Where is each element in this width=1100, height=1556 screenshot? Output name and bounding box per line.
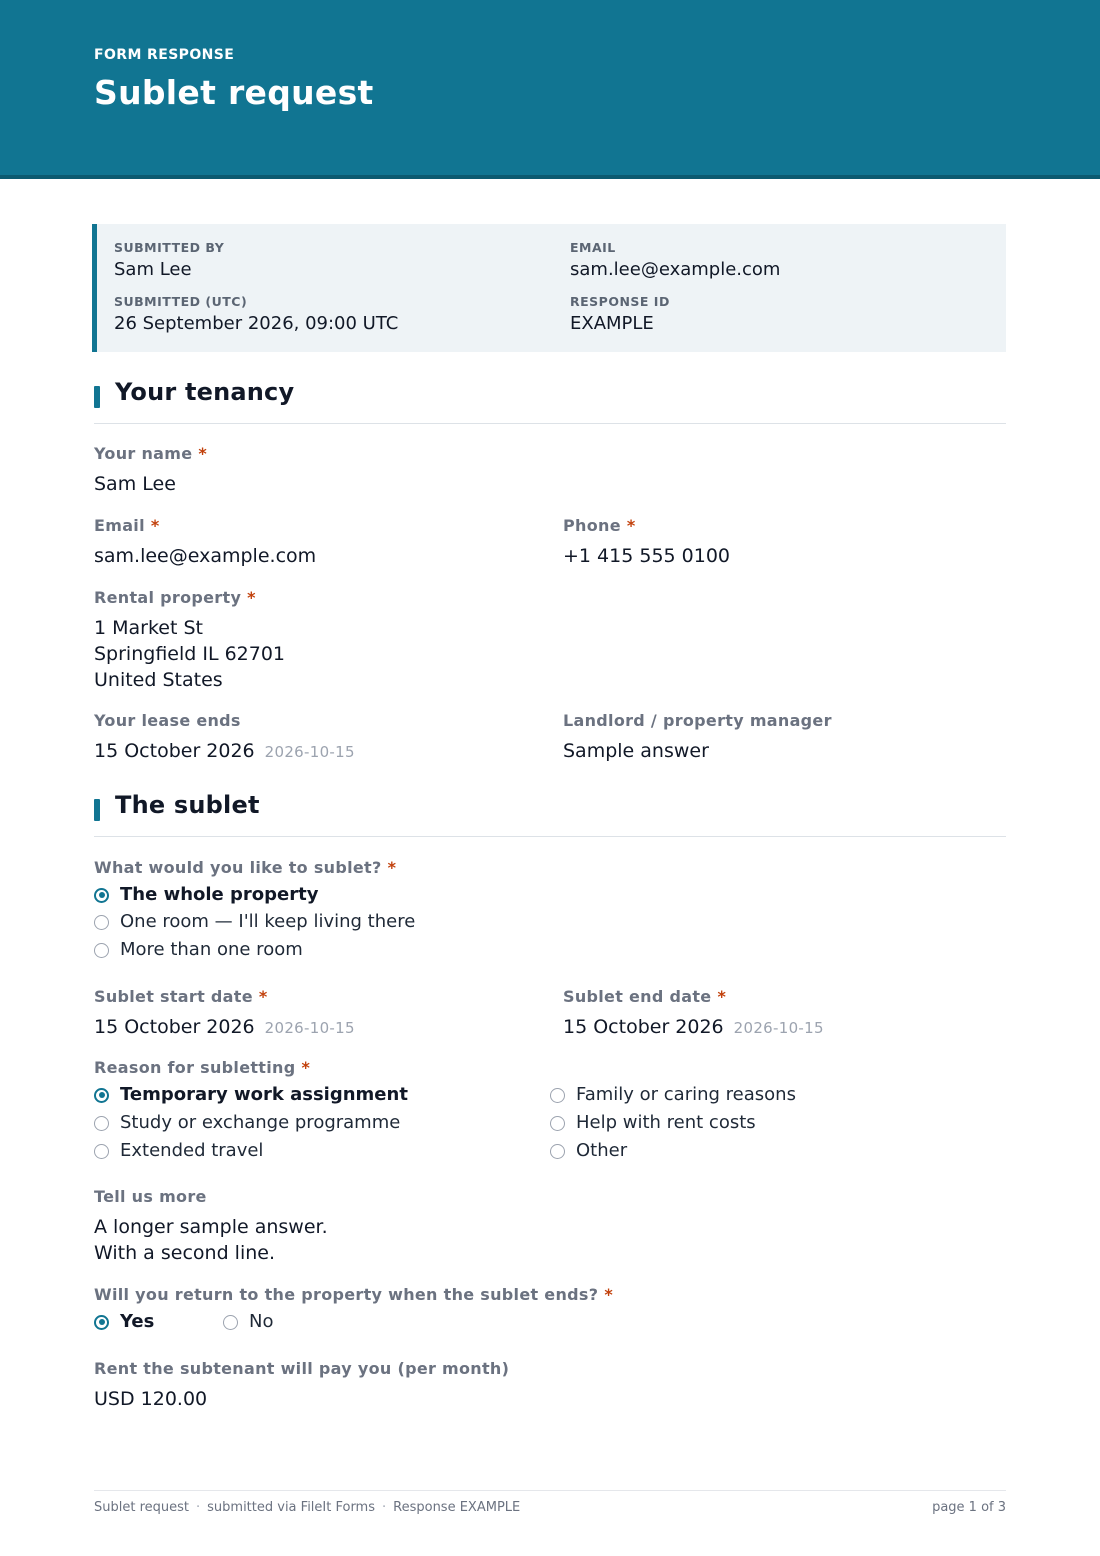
- radio-empty-icon: [550, 1088, 565, 1103]
- field-sublet-start: [94, 987, 355, 1041]
- field-label: Landlord / property manager: [563, 711, 832, 730]
- field-reason: [94, 1058, 310, 1078]
- field-landlord: [563, 711, 832, 764]
- section-accent-bar: [94, 799, 100, 821]
- field-label: Your lease ends: [94, 711, 241, 730]
- field-lease-ends: [94, 711, 355, 765]
- field-label: Your name *: [94, 444, 208, 463]
- option-family-caring: Family or caring reasons: [550, 1083, 796, 1107]
- required-mark: *: [150, 516, 160, 535]
- meta-submitted-by: [114, 240, 224, 282]
- meta-submitted-utc: [114, 294, 398, 336]
- field-label: Email *: [94, 516, 160, 535]
- option-return-yes: Yes: [94, 1310, 154, 1334]
- field-tell-us-more: [94, 1187, 328, 1266]
- field-label: Tell us more: [94, 1187, 207, 1206]
- meta-email: [570, 240, 780, 282]
- meta-label: RESPONSE ID: [570, 294, 670, 309]
- footer-form-name: Sublet request: [94, 1500, 189, 1515]
- radio-empty-icon: [550, 1144, 565, 1159]
- section-your-tenancy: [94, 376, 1006, 424]
- field-label: Phone *: [563, 516, 636, 535]
- radio-empty-icon: [94, 943, 109, 958]
- option-extended-travel: Extended travel: [94, 1139, 263, 1163]
- radio-selected-icon: [94, 888, 109, 903]
- field-value: +1 415 555 0100: [563, 545, 731, 567]
- field-what-to-sublet: [94, 858, 396, 878]
- footer-via: submitted via FileIt Forms: [207, 1500, 375, 1515]
- submission-meta: [92, 224, 1006, 352]
- form-kicker: FORM RESPONSE: [94, 47, 235, 63]
- option-whole-property: The whole property: [94, 883, 318, 907]
- field-rent-per-month: [94, 1359, 509, 1412]
- meta-value: Sam Lee: [114, 259, 192, 280]
- required-mark: *: [387, 858, 397, 877]
- required-mark: *: [626, 516, 636, 535]
- page-number: page 1 of 3: [932, 1500, 1006, 1515]
- date-value: 15 October 2026: [94, 740, 255, 762]
- field-value: [94, 738, 355, 765]
- field-your-name: [94, 444, 207, 497]
- field-value: A longer sample answer. With a second line.: [94, 1216, 328, 1264]
- section-title: Your tenancy: [115, 378, 295, 406]
- field-value: [94, 1014, 355, 1041]
- iso-date: 2026-10-15: [264, 743, 355, 761]
- radio-selected-icon: [94, 1088, 109, 1103]
- option-rent-costs: Help with rent costs: [550, 1111, 756, 1135]
- required-mark: *: [198, 444, 208, 463]
- required-mark: *: [247, 588, 256, 607]
- option-one-room: One room — I'll keep living there: [94, 910, 415, 934]
- meta-label: SUBMITTED (UTC): [114, 294, 248, 309]
- page-title: Sublet request: [94, 73, 374, 112]
- field-label: What would you like to sublet? *: [94, 858, 397, 877]
- field-phone: [563, 516, 730, 569]
- field-value: 1 Market St Springfield IL 62701 United States: [94, 617, 286, 691]
- date-value: 15 October 2026: [94, 1016, 255, 1038]
- radio-empty-icon: [94, 1116, 109, 1131]
- radio-empty-icon: [94, 1144, 109, 1159]
- radio-empty-icon: [94, 915, 109, 930]
- page-footer: [94, 1490, 1006, 1515]
- field-value: Sample answer: [563, 740, 709, 762]
- field-label: Reason for subletting *: [94, 1058, 311, 1077]
- meta-label: SUBMITTED BY: [114, 240, 225, 255]
- field-value: sam.lee@example.com: [94, 545, 317, 567]
- radio-empty-icon: [550, 1116, 565, 1131]
- field-rental-property: [94, 588, 285, 693]
- radio-empty-icon: [223, 1315, 238, 1330]
- option-study-exchange: Study or exchange programme: [94, 1111, 400, 1135]
- required-mark: *: [604, 1285, 613, 1304]
- field-email: [94, 516, 316, 569]
- meta-label: EMAIL: [570, 240, 616, 255]
- section-title: The sublet: [115, 791, 260, 819]
- field-value: USD 120.00: [94, 1388, 208, 1410]
- required-mark: *: [717, 987, 727, 1006]
- field-label: Sublet start date *: [94, 987, 268, 1006]
- option-other: Other: [550, 1139, 627, 1163]
- meta-response-id: [570, 294, 670, 336]
- radio-selected-icon: [94, 1315, 109, 1330]
- footer-info: Sublet request · submitted via FileIt Forms · Response EXAMPLE: [94, 1500, 521, 1515]
- field-sublet-end: [563, 987, 824, 1041]
- iso-date: 2026-10-15: [264, 1019, 355, 1037]
- option-more-than-one-room: More than one room: [94, 938, 303, 962]
- field-label: Rent the subtenant will pay you (per month): [94, 1359, 510, 1378]
- header-banner: [0, 0, 1100, 179]
- meta-value: EXAMPLE: [570, 313, 654, 334]
- option-return-no: No: [223, 1310, 273, 1334]
- field-label: Will you return to the property when the sublet ends? *: [94, 1285, 613, 1304]
- date-value: 15 October 2026: [563, 1016, 724, 1038]
- section-the-sublet: [94, 789, 1006, 837]
- field-value: Sam Lee: [94, 473, 176, 495]
- option-temporary-work: Temporary work assignment: [94, 1083, 408, 1107]
- required-mark: *: [301, 1058, 311, 1077]
- required-mark: *: [258, 987, 268, 1006]
- iso-date: 2026-10-15: [733, 1019, 824, 1037]
- field-label: Sublet end date *: [563, 987, 727, 1006]
- section-accent-bar: [94, 386, 100, 408]
- field-value: [563, 1014, 824, 1041]
- meta-value: 26 September 2026, 09:00 UTC: [114, 313, 399, 334]
- meta-value: sam.lee@example.com: [570, 259, 781, 280]
- field-will-return: [94, 1285, 613, 1305]
- field-label: Rental property *: [94, 588, 256, 607]
- footer-response: Response EXAMPLE: [393, 1500, 521, 1515]
